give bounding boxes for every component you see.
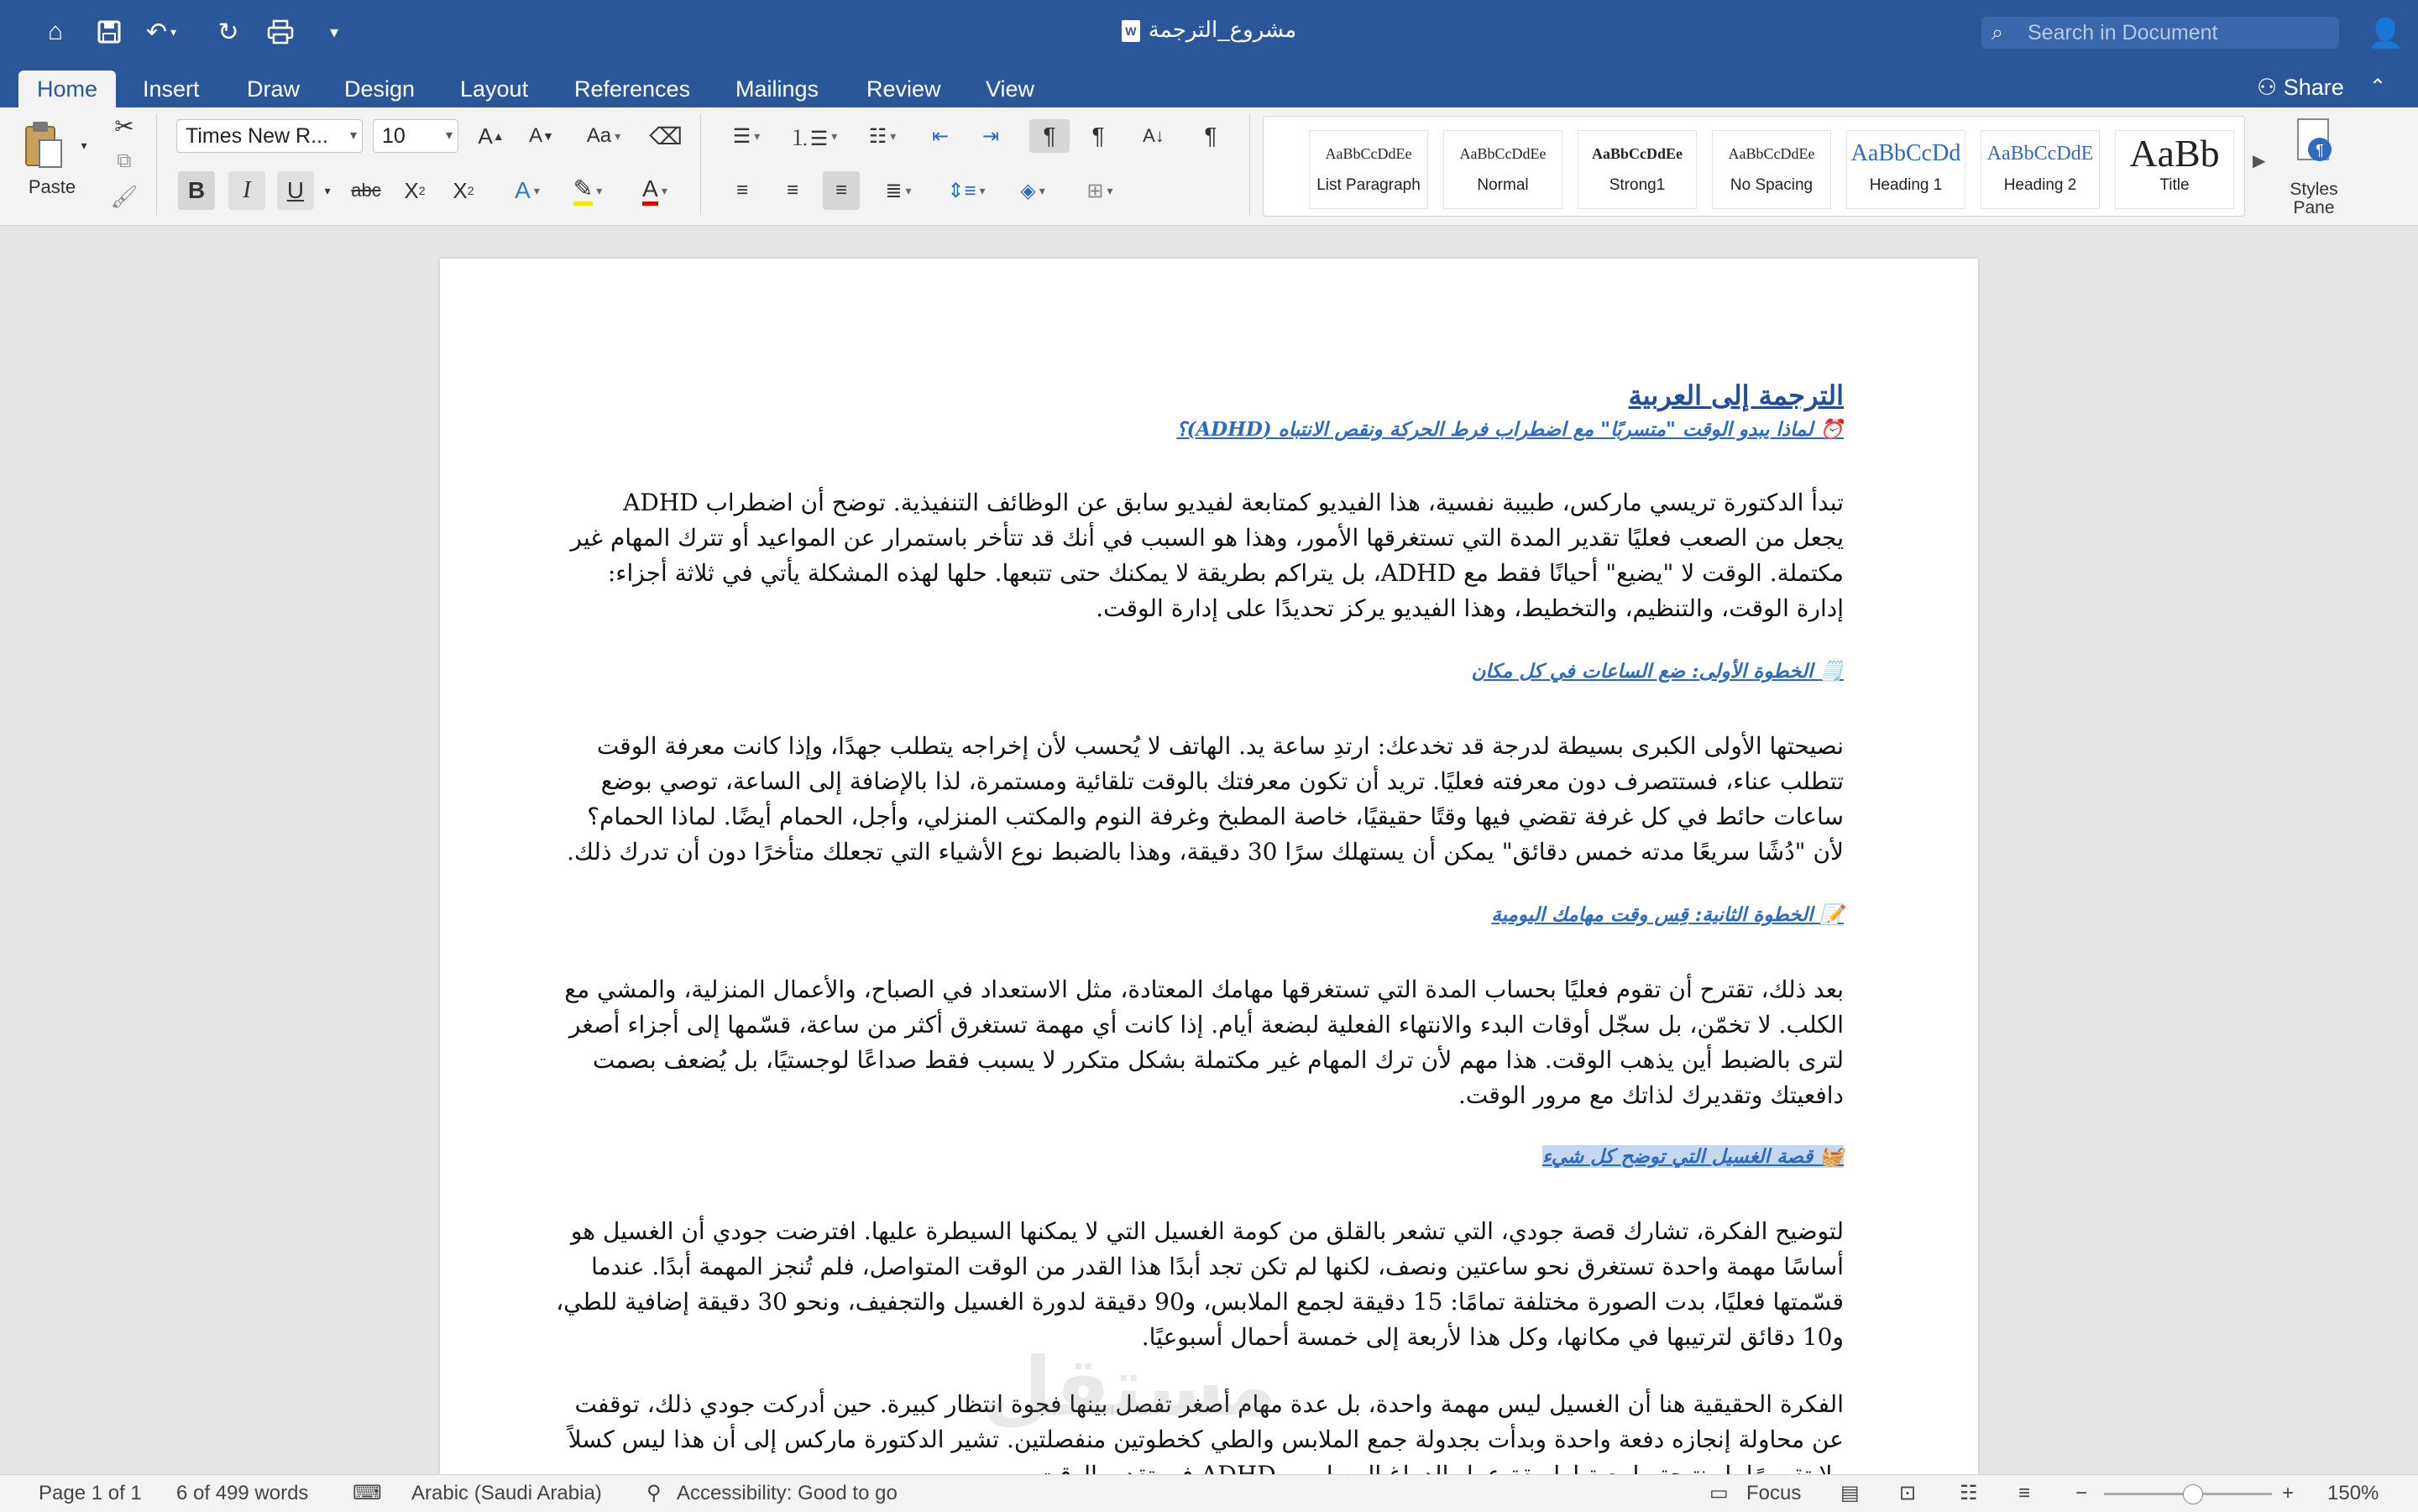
- add-person-icon: ⚇: [2257, 75, 2284, 100]
- clear-formatting-icon[interactable]: ⌫: [649, 123, 683, 149]
- paragraph-line: لترى بالضبط أين يذهب الوقت. هذا مهم لأن ترك المهام غير مكتملة بشكل متكرر لا يسبب فقط صداعًا لوجستيًا، بل يُضعف بصمت: [592, 1046, 1844, 1074]
- paragraph-line: يجعل من الصعب فعليًا تقدير المدة التي تستغرقها الأمور، وهذا هو السبب في أنك قد تتأخر باستمرار عن المواعيد أو تترك المهام غير: [570, 524, 1844, 552]
- paragraph-line: قسّمتها فعليًا، بدت الصورة مختلفة تمامًا: 15 دقيقة لجمع الملابس، و90 دقيقة لدورة الغسيل والتجفيف، ونحو 30 دقيقة إضافية للطي،: [556, 1288, 1844, 1316]
- style-no-spacing[interactable]: [1712, 130, 1831, 209]
- styles-pane-button[interactable]: Styles Pane: [2290, 180, 2338, 217]
- document-title-text: مشروع_الترجمة: [1148, 17, 1297, 42]
- bullets-icon[interactable]: ☰ ▾: [732, 124, 761, 148]
- style-sample: AaBbCcDd: [1850, 140, 1961, 166]
- search-input[interactable]: [1981, 17, 2339, 49]
- separator: [700, 114, 701, 215]
- align-left-icon[interactable]: ≡: [735, 179, 748, 201]
- italic-button[interactable]: I: [228, 171, 265, 210]
- account-icon[interactable]: 👤: [2368, 18, 2404, 50]
- zoom-level[interactable]: 150%: [2327, 1482, 2379, 1504]
- style-sample: AaBbCcDdE: [1986, 143, 2094, 165]
- ltr-direction-icon[interactable]: ¶: [1029, 119, 1070, 153]
- tab-layout[interactable]: Layout: [460, 76, 529, 102]
- style-name: Heading 1: [1869, 176, 1943, 194]
- paragraph-line: نصيحتها الأولى الكبرى بسيطة لدرجة قد تخدعك: ارتدِ ساعة يد. الهاتف لا يُحسب لأن إخراجه يتطلب جهدًا، وإذا كانت معرفة الوقت: [596, 732, 1844, 760]
- paragraph-line: دافعيتك وتقديرك لذاتك مع مرور الوقت.: [1458, 1081, 1844, 1109]
- title-bar: [0, 0, 2418, 65]
- watermark: مستقل: [982, 1340, 1278, 1434]
- ribbon-home: [0, 107, 2418, 226]
- text-effects-icon[interactable]: A ▾: [515, 177, 540, 203]
- style-heading-1[interactable]: [1846, 130, 1965, 209]
- cut-icon[interactable]: ✂: [114, 112, 134, 139]
- paragraph-step1: [566, 729, 1844, 870]
- paragraph-line: لأن "دُشًا سريعًا مدته خمس دقائق" يمكن أن يستهلك سرًا 30 دقيقة، وهذا بالضبط نوع الأشياء التي تجعلك متأخرًا دون أن تدرك ذلك.: [566, 838, 1844, 866]
- decrease-indent-icon[interactable]: ⇤: [931, 124, 950, 148]
- document-heading: الترجمة إلى العربية: [1628, 379, 1844, 411]
- print-layout-icon[interactable]: ▤: [1840, 1482, 1860, 1504]
- paragraph-line: تبدأ الدكتورة تريسي ماركس، طبيبة نفسية، هذا الفيديو كمتابعة لفيديو سابق عن الوظائف التنفيذية. توضح أن اضطراب ADHD: [623, 489, 1844, 516]
- gallery-more-icon[interactable]: ▶: [2253, 152, 2266, 170]
- zoom-out-icon[interactable]: −: [2075, 1482, 2088, 1504]
- paragraph-step2: [564, 972, 1844, 1113]
- style-heading-2[interactable]: [1981, 130, 2100, 209]
- draft-icon[interactable]: ≡: [2018, 1482, 2031, 1504]
- borders-icon[interactable]: ⊞ ▾: [1086, 179, 1113, 202]
- paragraph-intro: [570, 485, 1844, 626]
- collapse-ribbon-icon[interactable]: ⌃: [2369, 76, 2387, 98]
- rtl-direction-icon[interactable]: ¶: [1091, 123, 1105, 149]
- proofing-icon[interactable]: ⌨: [353, 1482, 382, 1504]
- word-count[interactable]: 6 of 499 words: [176, 1482, 309, 1504]
- show-formatting-marks-icon[interactable]: ¶: [1204, 123, 1217, 149]
- story-heading: 🧺 قصة الغسيل التي توضح كل شيء: [1541, 1145, 1844, 1168]
- style-sample: AaBbCcDdEe: [1728, 145, 1815, 162]
- subscript-button[interactable]: X 2: [404, 177, 426, 203]
- paragraph-line: أساسًا مهمة واحدة تستغرق نحو ساعتين ونصف، لكنها لم تكن تجد أبدًا هذا القدر من الوقت المتواصل، فلم تُنجز المهمة أبدًا. عندما: [591, 1253, 1844, 1280]
- paste-icon[interactable]: [18, 116, 69, 175]
- style-title[interactable]: [2115, 130, 2234, 209]
- outline-icon[interactable]: ☷: [1960, 1482, 1978, 1504]
- share-button[interactable]: [2257, 71, 2344, 104]
- paragraph-line: الفكرة الحقيقية هنا أن الغسيل ليس مهمة واحدة، بل عدة مهام أصغر تفصل بينها فجوة انتظار كبيرة. حين أدركت جودي ذلك، توقفت: [574, 1390, 1844, 1418]
- step1-heading: 🗒️ الخطوة الأولى: ضع الساعات في كل مكان: [1471, 660, 1844, 683]
- web-layout-icon[interactable]: ⊡: [1899, 1482, 1917, 1504]
- redo-icon[interactable]: ↻: [217, 18, 239, 46]
- numbering-icon[interactable]: ⒈☰ ▾: [789, 127, 838, 150]
- paste-button[interactable]: Paste: [28, 176, 76, 197]
- font-size-value: 10: [382, 124, 406, 148]
- home-icon[interactable]: ⌂: [47, 18, 64, 45]
- search-icon: ⌕: [1991, 21, 2004, 44]
- style-list-paragraph[interactable]: [1309, 130, 1428, 209]
- step2-heading: 📝 الخطوة الثانية: قِس وقت مهامك اليومية: [1491, 903, 1844, 926]
- style-name: Normal: [1477, 176, 1529, 194]
- decrease-font-size-icon[interactable]: A ▼: [529, 124, 554, 147]
- shading-icon[interactable]: ◈ ▾: [1020, 179, 1045, 202]
- styles-pane-icon[interactable]: [2289, 116, 2339, 166]
- paste-options-arrow[interactable]: ▾: [81, 138, 87, 152]
- style-sample: AaBbCcDdEe: [1325, 145, 1412, 162]
- increase-font-size-icon[interactable]: A ▲: [478, 123, 505, 149]
- search-placeholder: Search in Document: [2028, 21, 2218, 44]
- align-right-icon[interactable]: ≡: [823, 171, 860, 210]
- align-center-icon[interactable]: ≡: [786, 179, 798, 201]
- tab-draw[interactable]: Draw: [247, 76, 301, 102]
- tab-design[interactable]: Design: [344, 76, 416, 102]
- paragraph-line: الكلب. لا تخمّن، بل سجّل أوقات البدء والانتهاء الفعلية لبضعة أيام. إذا كانت أي مهمة تستغرق أكثر من ساعة، قسّمها إلى أجزاء أصغر: [568, 1011, 1844, 1039]
- sort-icon[interactable]: A↓: [1143, 125, 1165, 146]
- copy-icon[interactable]: ⧉: [117, 149, 132, 172]
- tab-insert[interactable]: Insert: [143, 76, 200, 102]
- accessibility-icon: ⚲: [646, 1482, 662, 1504]
- paragraph-line: لتوضيح الفكرة، تشارك قصة جودي، التي تشعر بالقلق من كومة الغسيل التي لا يمكنها السيطرة عليها. افترضت جودي أن الغسيل هو: [570, 1217, 1844, 1245]
- chevron-down-icon: ▾: [349, 128, 357, 143]
- bold-button[interactable]: B: [178, 171, 215, 210]
- style-strong1[interactable]: [1578, 130, 1697, 209]
- zoom-in-icon[interactable]: +: [2282, 1482, 2295, 1504]
- separator: [1249, 114, 1250, 215]
- tab-references[interactable]: References: [574, 76, 691, 102]
- style-name: Strong1: [1609, 176, 1666, 194]
- svg-text:¶: ¶: [2316, 142, 2324, 159]
- multilevel-list-icon[interactable]: ☷ ▾: [868, 124, 897, 148]
- undo-icon[interactable]: ↶ ▾: [145, 18, 177, 46]
- style-normal[interactable]: [1443, 130, 1562, 209]
- page-count[interactable]: Page 1 of 1: [39, 1482, 142, 1504]
- accessibility-status[interactable]: Accessibility: Good to go: [677, 1482, 898, 1504]
- paragraph-line: مكتملة. الوقت لا "يضيع" أحيانًا فقط مع ADHD، بل يتراكم بطريقة لا يمكنك حتى تتبعها. حلها لهذه المشكلة يأتي في ثلاثة أجزاء:: [607, 559, 1844, 587]
- zoom-slider-thumb[interactable]: [2183, 1484, 2203, 1504]
- document-subheading: ⏰ لماذا يبدو الوقت "متسربًا" مع اضطراب فرط الحركة ونقص الانتباه (ADHD)؟: [1176, 418, 1844, 441]
- styles-gallery: [1263, 116, 2266, 217]
- language[interactable]: Arabic (Saudi Arabia): [411, 1482, 602, 1504]
- tab-review[interactable]: Review: [866, 76, 941, 102]
- paragraph-line: عن محاولة إنجازه دفعة واحدة وبدأت بجدولة جمع الملابس والطي كخطوتين منفصلتين. تشير الدكتورة ماركس إلى أن هذا ليس كسلاً: [568, 1426, 1844, 1453]
- underline-button[interactable]: U: [277, 171, 314, 210]
- increase-indent-icon[interactable]: ⇥: [981, 124, 1000, 148]
- style-sample: AaBb: [2129, 132, 2220, 175]
- font-color-icon[interactable]: A ▾: [628, 171, 682, 210]
- style-sample: AaBbCcDdEe: [1591, 145, 1683, 162]
- focus-button[interactable]: Focus: [1746, 1482, 1802, 1504]
- style-name: List Paragraph: [1316, 176, 1421, 194]
- style-name: Title: [2159, 176, 2190, 194]
- justify-icon[interactable]: ≣ ▾: [885, 179, 912, 202]
- font-name-value: Times New R...: [186, 124, 328, 148]
- ribbon-tabs: [0, 65, 2418, 107]
- change-case-icon[interactable]: Aa ▾: [586, 124, 621, 147]
- customize-toolbar-icon[interactable]: ▾: [329, 23, 339, 42]
- word-file-icon: W: [1122, 20, 1140, 42]
- paragraph-line: و10 دقائق لترتيبها في مكانها، وكل هذا لأربعة إلى خمسة أحمال أسبوعيًا.: [1141, 1323, 1844, 1351]
- strikethrough-button[interactable]: abc: [351, 180, 381, 201]
- focus-icon: ▭: [1709, 1482, 1729, 1504]
- superscript-button[interactable]: X 2: [453, 177, 474, 203]
- style-sample: AaBbCcDdEe: [1459, 145, 1547, 162]
- font-name-dropdown[interactable]: [176, 119, 363, 153]
- style-name: Heading 2: [2003, 176, 2077, 194]
- chevron-down-icon: ▾: [445, 128, 453, 143]
- tab-home[interactable]: Home: [18, 71, 116, 107]
- format-painter-icon[interactable]: 🖌: [110, 183, 139, 209]
- line-spacing-icon[interactable]: ⇕≡ ▾: [947, 179, 986, 202]
- tab-mailings[interactable]: Mailings: [735, 76, 819, 102]
- tab-view[interactable]: View: [986, 76, 1035, 102]
- status-bar: [0, 1474, 2418, 1512]
- paragraph-story: [556, 1214, 1844, 1355]
- separator: [156, 114, 157, 215]
- highlight-color-icon[interactable]: ✎ ▾: [561, 171, 615, 210]
- style-name: No Spacing: [1730, 176, 1814, 194]
- underline-options-arrow[interactable]: ▾: [324, 183, 331, 197]
- paragraph-line: تتطلب عناء، فستتصرف دون معرفته فعليًا. تريد أن تكون معرفتك بالوقت تلقائية ومستمرة، لذا بالإضافة إلى الساعة، توصي بوضع: [600, 767, 1844, 795]
- paragraph-line: ساعات حائط في كل غرفة تقضي فيها وقتًا حقيقيًا، خاصة المطبخ وغرفة النوم والمكتب المنزلي، وأجل، الحمام أيضًا. لماذا الحمام؟: [587, 803, 1844, 830]
- document-page[interactable]: [440, 259, 1978, 1474]
- paragraph-line: بعد ذلك، تقترح أن تقوم فعليًا بحساب المدة التي تستغرقها مهامك المعتادة، مثل الاستعداد في الصباح، والأعمال المنزلية، والمشي مع: [564, 976, 1844, 1003]
- share-label: Share: [2283, 75, 2344, 100]
- paragraph-line: إدارة الوقت، والتنظيم، والتخطيط، وهذا الفيديو يركز تحديدًا على إدارة الوقت.: [1096, 594, 1844, 622]
- font-size-dropdown[interactable]: [373, 119, 458, 153]
